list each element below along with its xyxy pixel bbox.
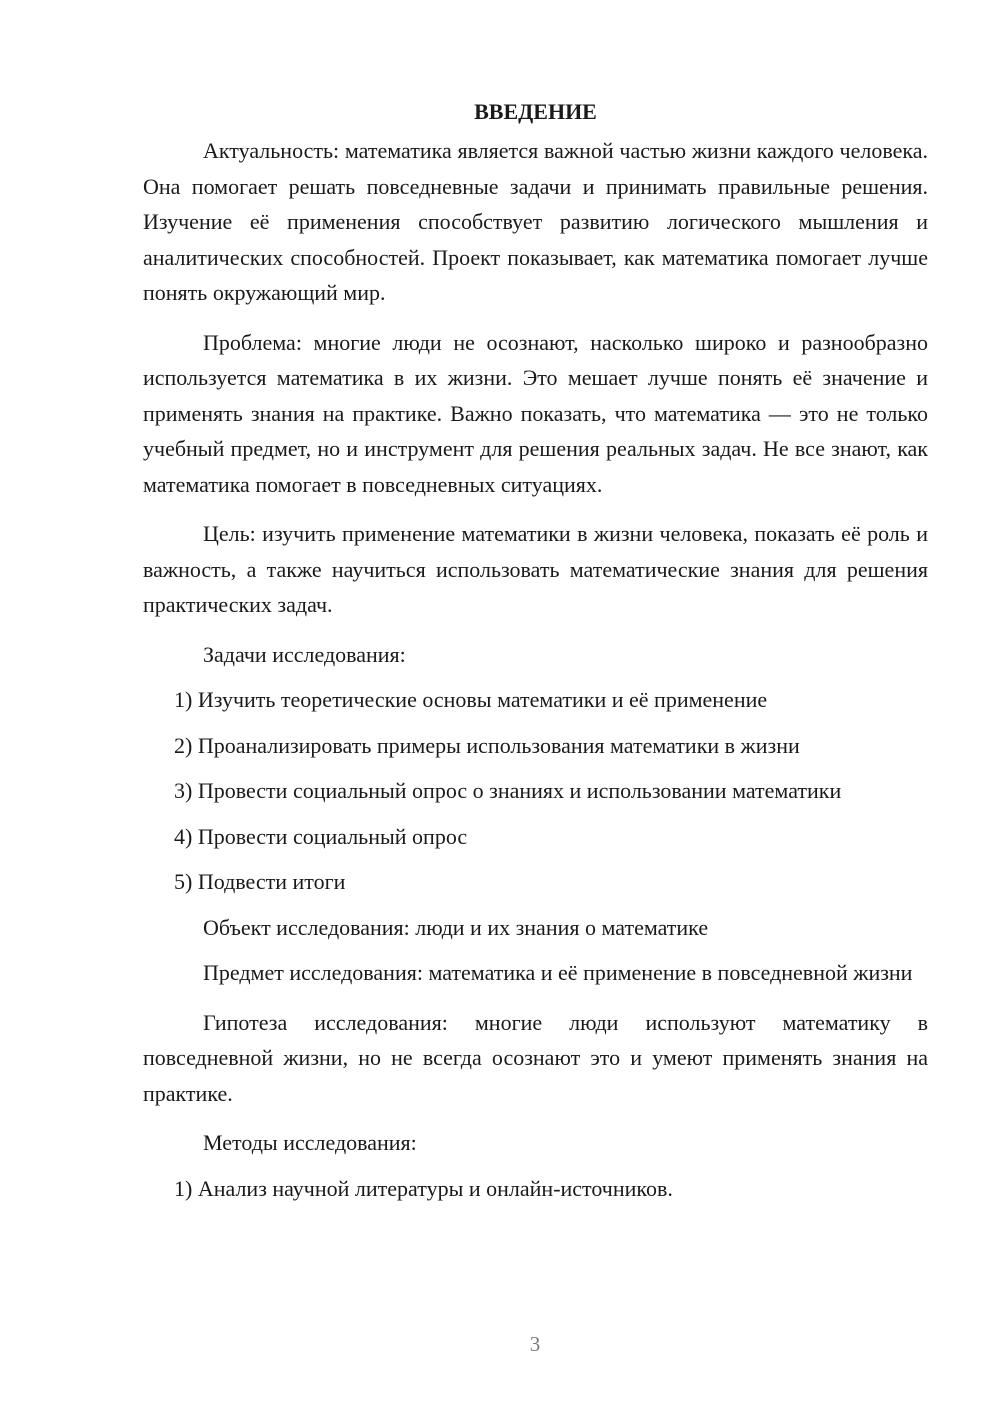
tasks-heading: Задачи исследования: (203, 641, 406, 667)
task-item-4: 4) Провести социальный опрос (174, 823, 468, 849)
page-content (143, 94, 928, 1216)
relevance-paragraph: Актуальность: математика является важной частью жизни каждого человека. Она помогает решать повседневные задачи и принимать правильные решения. Изучение её применения способствует развитию логического мышления и аналитических способностей. Проект показывает, как математика помогает лучше понять окружающий мир. (143, 138, 928, 305)
method-item-1: 1) Анализ научной литературы и онлайн-источников. (174, 1175, 673, 1201)
task-item-2: 2) Проанализировать примеры использования математики в жизни (174, 732, 800, 758)
task-item-5: 5) Подвести итоги (174, 869, 346, 894)
problem-paragraph: Проблема: многие люди не осознают, насколько широко и разнообразно используется математика в их жизни. Это мешает лучше понять её значение и применять знания на практике. Важно показать, что математика — это не только учебный предмет, но и инструмент для решения реальных задач. Не все знают, как математика помогает в повседневных ситуациях. (143, 329, 928, 497)
task-item-1: 1) Изучить теоретические основы математики и её применение (174, 687, 768, 712)
goal-paragraph: Цель: изучить применение математики в жизни человека, показать её роль и важность, а также научиться использовать математические знания для решения практических задач. (143, 521, 928, 617)
page-number: 3 (529, 1332, 541, 1356)
subject-paragraph: Предмет исследования: математика и её применение в повседневной жизни (203, 960, 913, 985)
object-line: Объект исследования: люди и их знания о математике (203, 914, 709, 940)
section-title: ВВЕДЕНИЕ (474, 99, 597, 124)
task-item-3: 3) Провести социальный опрос о знаниях и использовании математики (174, 778, 842, 803)
methods-heading: Методы исследования: (203, 1130, 417, 1155)
hypothesis-paragraph: Гипотеза исследования: многие люди используют математику в повседневной жизни, но не всегда осознают это и умеют применять знания на практике. (143, 1009, 928, 1106)
